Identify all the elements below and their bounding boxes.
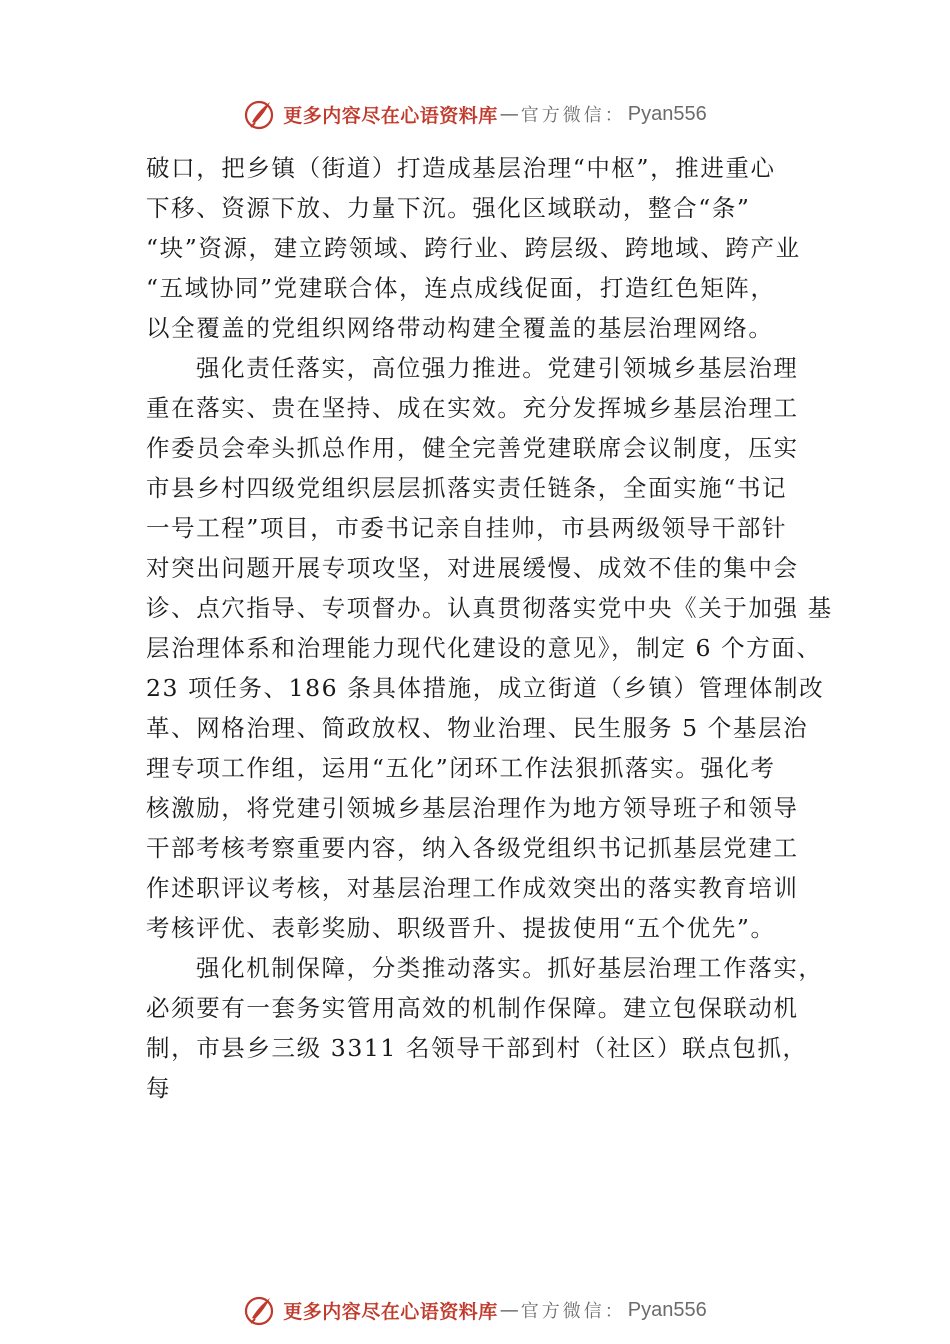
text-line: 革、网格治理、简政放权、物业治理、民生服务 5 个基层治 bbox=[146, 714, 809, 742]
brand-logo-icon bbox=[243, 1292, 279, 1328]
text-line: 考核评优、表彰奖励、职级晋升、提拔使用“五个优先”。 bbox=[146, 914, 776, 942]
footer-banner bbox=[0, 1290, 950, 1330]
banner-dash: — bbox=[499, 103, 519, 125]
text-line: 作委员会牵头抓总作用，健全完善党建联席会议制度，压实 bbox=[146, 434, 799, 462]
text-line: 作述职评议考核，对基层治理工作成效突出的落实教育培训 bbox=[146, 874, 799, 902]
text-line: 重在落实、贵在坚持、成在实效。充分发挥城乡基层治理工 bbox=[146, 394, 799, 422]
text-line: 市县乡村四级党组织层层抓落实责任链条，全面实施“书记 bbox=[146, 474, 788, 502]
text-line: 一号工程”项目，市委书记亲自挂帅，市县两级领导干部针 bbox=[146, 514, 788, 542]
text-line: 下移、资源下放、力量下沉。强化区域联动，整合“条” bbox=[146, 194, 751, 222]
text-line: 制，市县乡三级 3311 名领导干部到村（社区）联点包抓， bbox=[146, 1034, 808, 1062]
text-line: 必须要有一套务实管用高效的机制作保障。建立包保联动机 bbox=[146, 994, 799, 1022]
text-line: “块”资源，建立跨领域、跨行业、跨层级、跨地域、跨产业 bbox=[146, 234, 801, 262]
text-line: 以全覆盖的党组织网络带动构建全覆盖的基层治理网络。 bbox=[146, 314, 774, 342]
document-body bbox=[146, 148, 833, 1108]
text-line: 理专项工作组，运用“五化”闭环工作法狠抓落实。强化考 bbox=[146, 754, 776, 782]
text-line: 每 bbox=[146, 1074, 172, 1102]
banner-dash: — bbox=[499, 1299, 519, 1321]
paragraph-start-line: 强化责任落实，高位强力推进。党建引领城乡基层治理 bbox=[196, 354, 799, 382]
text-line: “五域协同”党建联合体，连点成线促面，打造红色矩阵， bbox=[146, 274, 776, 302]
official-label: 官方微信： bbox=[520, 1301, 626, 1322]
brand-text: 更多内容尽在心语资料库 bbox=[283, 1300, 498, 1323]
header-banner bbox=[0, 94, 950, 134]
text-line: 核激励，将党建引领城乡基层治理作为地方领导班子和领导 bbox=[146, 794, 799, 822]
wechat-id: Pyan556 bbox=[627, 1298, 707, 1321]
brand-logo-icon bbox=[243, 96, 279, 132]
text-line: 对突出问题开展专项攻坚，对进展缓慢、成效不佳的集中会 bbox=[146, 554, 799, 582]
official-label: 官方微信： bbox=[520, 105, 626, 126]
text-line: 干部考核考察重要内容，纳入各级党组织书记抓基层党建工 bbox=[146, 834, 799, 862]
text-line: 破口，把乡镇（街道）打造成基层治理“中枢”，推进重心 bbox=[146, 154, 776, 182]
text-line: 23 项任务、186 条具体措施，成立街道（乡镇）管理体制改 bbox=[146, 674, 825, 702]
paragraph-start-line: 强化机制保障，分类推动落实。抓好基层治理工作落实， bbox=[196, 954, 824, 982]
brand-text: 更多内容尽在心语资料库 bbox=[283, 104, 498, 127]
wechat-id: Pyan556 bbox=[627, 102, 707, 125]
text-line: 层治理体系和治理能力现代化建设的意见》，制定 6 个方面、 bbox=[146, 634, 822, 662]
text-line: 诊、点穴指导、专项督办。认真贯彻落实党中央《关于加强 基 bbox=[146, 594, 833, 622]
